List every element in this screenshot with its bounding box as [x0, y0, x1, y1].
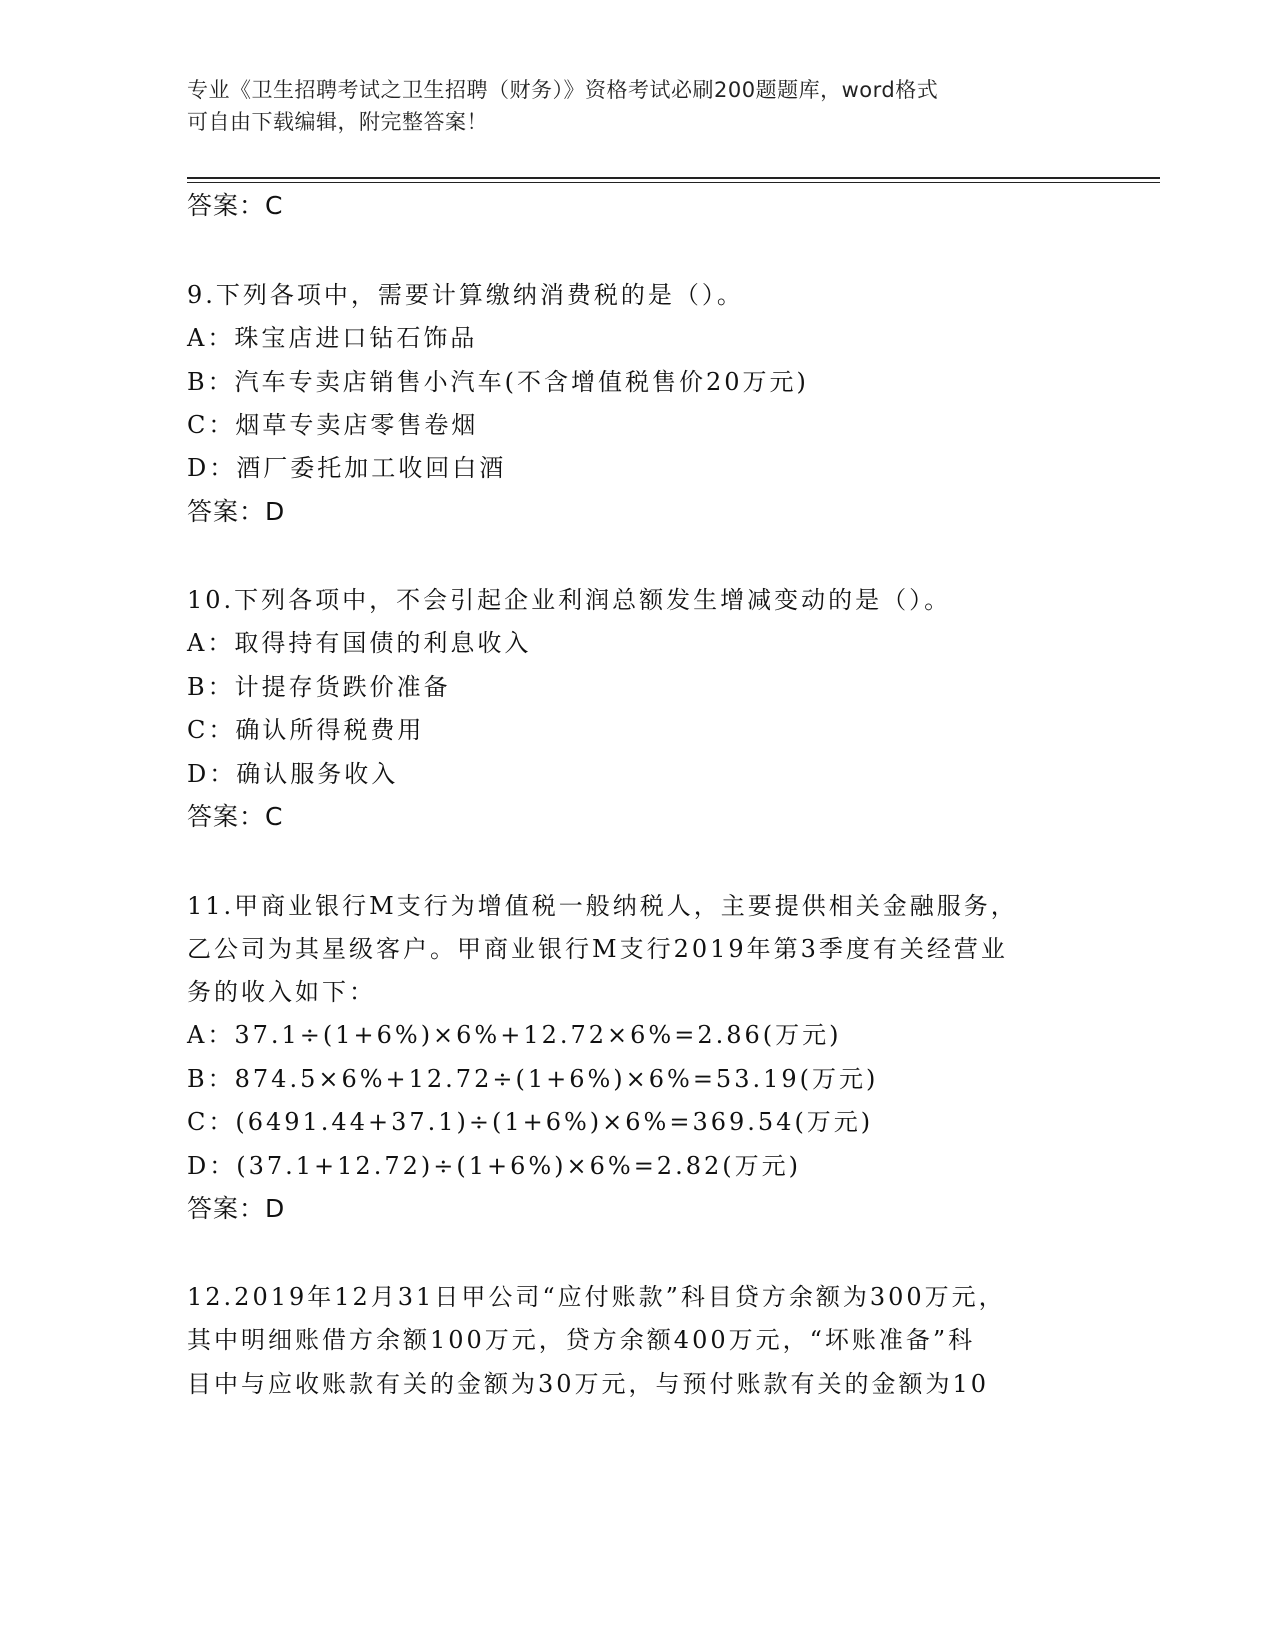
question-10-option-c: C：确认所得税费用 — [187, 716, 425, 744]
question-10-option-a: A：取得持有国债的利息收入 — [187, 629, 532, 657]
question-11-option-a: A：37.1÷(1+6%)×6%+12.72×6%=2.86(万元) — [187, 1021, 842, 1049]
question-11-option-b: B：874.5×6%+12.72÷(1+6%)×6%=53.19(万元) — [187, 1065, 879, 1093]
header-line-2: 可自由下载编辑，附完整答案！ — [187, 110, 488, 134]
question-12-stem-line-1: 12.2019年12月31日甲公司“应付账款”科目贷方余额为300万元， — [187, 1283, 1006, 1311]
header-divider-thick — [187, 177, 1160, 179]
document-header — [187, 74, 1087, 138]
question-11-option-d: D：(37.1+12.72)÷(1+6%)×6%=2.82(万元) — [187, 1152, 801, 1180]
question-9-stem: 9.下列各项中，需要计算缴纳消费税的是（）。 — [187, 281, 744, 309]
header-divider-thin — [187, 182, 1160, 183]
question-9-option-b: B：汽车专卖店销售小汽车(不含增值税售价20万元) — [187, 368, 809, 396]
question-9-answer: 答案：D — [187, 497, 286, 526]
question-11-stem-line-1: 11.甲商业银行M支行为增值税一般纳税人，主要提供相关金融服务， — [187, 892, 1018, 920]
question-12-stem-line-3: 目中与应收账款有关的金额为30万元，与预付账款有关的金额为10 — [187, 1370, 990, 1398]
question-9-option-d: D：酒厂委托加工收回白酒 — [187, 454, 507, 482]
question-10-stem: 10.下列各项中，不会引起企业利润总额发生增减变动的是（）。 — [187, 586, 952, 614]
question-10-answer: 答案：C — [187, 802, 284, 831]
answer-previous: 答案：C — [187, 191, 284, 220]
header-line-1: 专业《卫生招聘考试之卫生招聘（财务）》资格考试必刷200题题库，word格式 — [187, 78, 939, 102]
question-9-option-a: A：珠宝店进口钻石饰品 — [187, 324, 478, 352]
question-11-stem-line-3: 务的收入如下： — [187, 978, 376, 1006]
question-9-option-c: C：烟草专卖店零售卷烟 — [187, 411, 479, 439]
question-11-stem-line-2: 乙公司为其星级客户。甲商业银行M支行2019年第3季度有关经营业 — [187, 935, 1008, 963]
question-10-option-d: D：确认服务收入 — [187, 760, 399, 788]
question-11-answer: 答案：D — [187, 1194, 286, 1223]
question-12-stem-line-2: 其中明细账借方余额100万元，贷方余额400万元，“坏账准备”科 — [187, 1326, 976, 1354]
question-11-option-c: C：(6491.44+37.1)÷(1+6%)×6%=369.54(万元) — [187, 1108, 874, 1136]
question-10-option-b: B：计提存货跌价准备 — [187, 673, 451, 701]
